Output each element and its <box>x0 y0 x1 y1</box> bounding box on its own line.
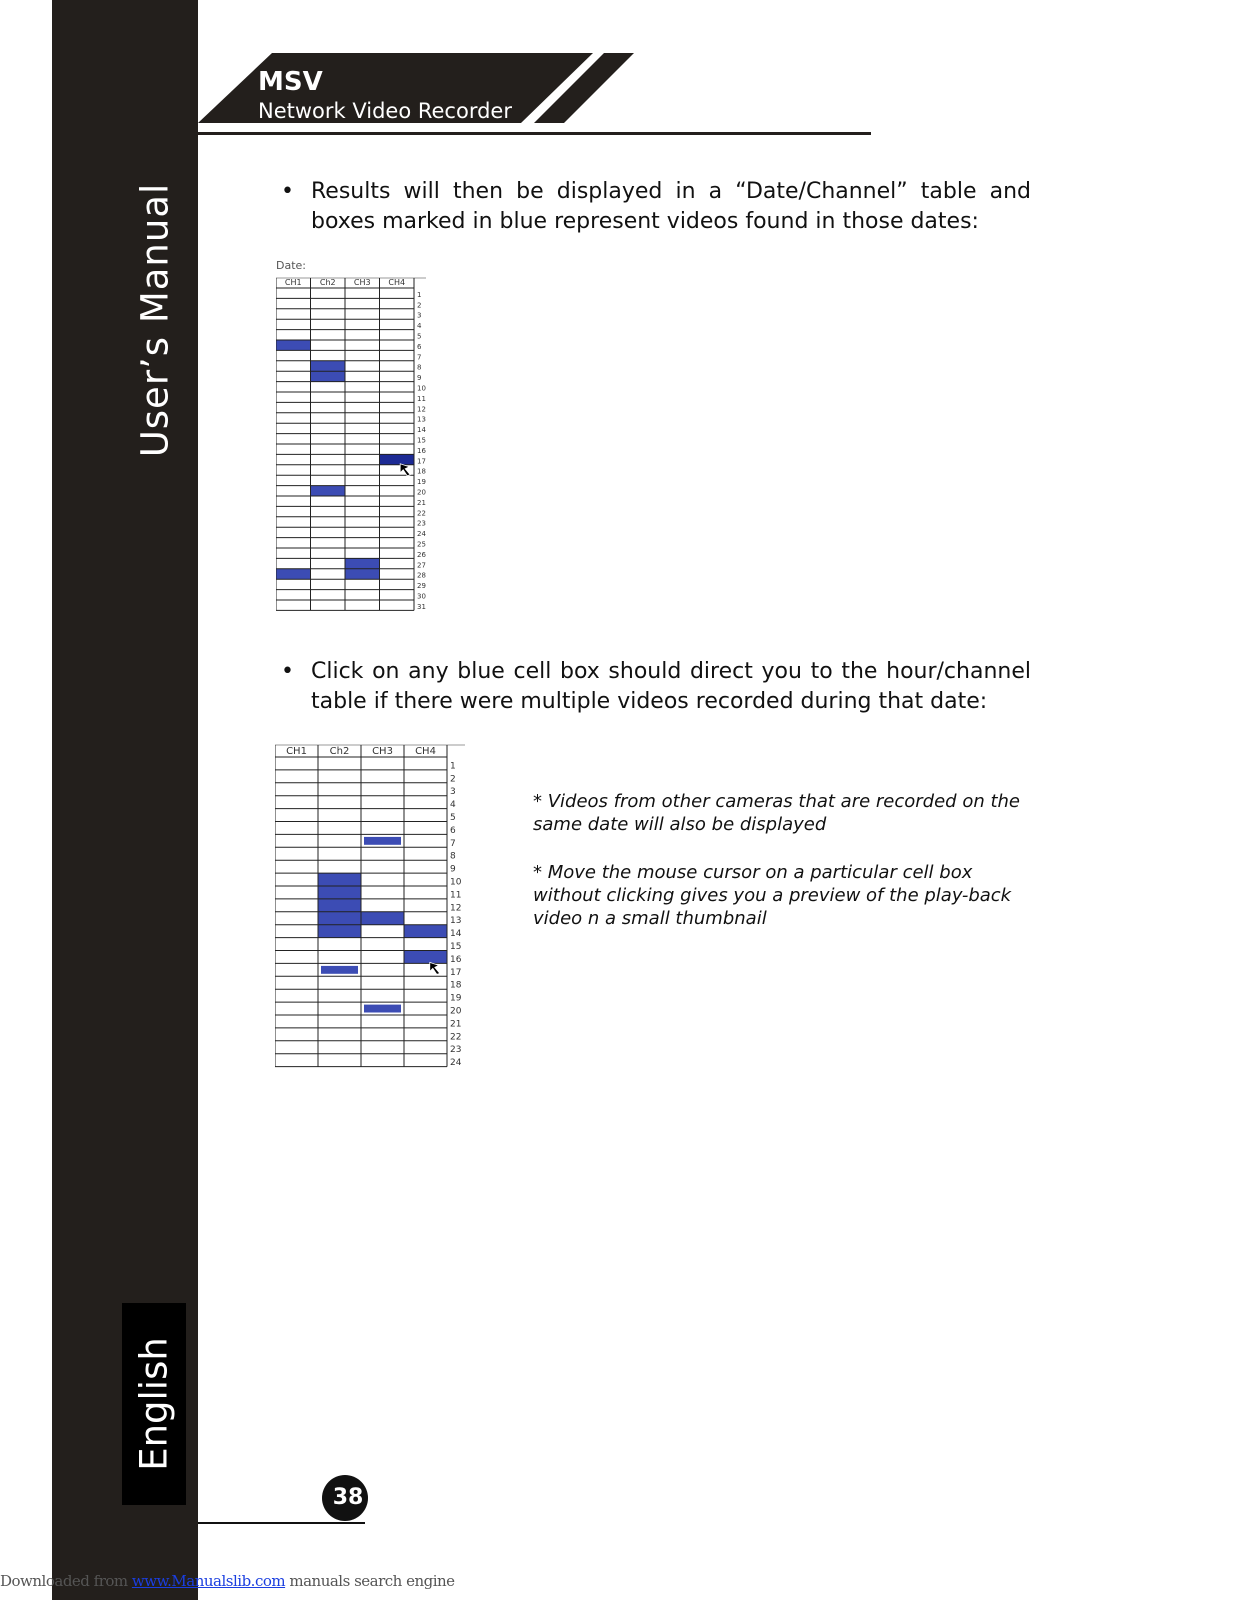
row-label: 3 <box>450 787 456 798</box>
row-label: 17 <box>417 457 426 466</box>
row-label: 20 <box>450 1006 462 1017</box>
row-label: 9 <box>417 374 422 383</box>
row-label: 19 <box>417 478 426 487</box>
recording-cell <box>311 371 346 381</box>
row-label: 24 <box>450 1058 462 1069</box>
recording-cell <box>404 925 447 938</box>
row-label: 14 <box>450 929 462 940</box>
row-label: 2 <box>450 774 456 785</box>
row-label: 6 <box>417 342 422 351</box>
row-label: 14 <box>417 426 426 435</box>
recording-cell <box>345 558 380 568</box>
note-preview-thumbnail: * Move the mouse cursor on a particular cell box without clicking gives you a preview of the play-back video n a small thumbnail <box>533 862 1012 929</box>
row-label: 13 <box>417 415 426 424</box>
row-label: 16 <box>417 446 426 455</box>
recording-cell <box>404 951 447 964</box>
recording-cell <box>364 1005 401 1013</box>
date-channel-table <box>276 260 442 625</box>
row-label: 11 <box>450 890 462 901</box>
row-label: 23 <box>450 1045 462 1056</box>
column-header: CH1 <box>286 746 307 757</box>
bullet-marker: • <box>281 179 294 204</box>
row-label: 5 <box>450 813 456 823</box>
row-label: 11 <box>417 394 426 403</box>
row-label: 22 <box>450 1032 462 1043</box>
bullet-marker: • <box>281 659 294 684</box>
bullet-text-2: Click on any blue cell box should direct you to the hour/channel table if there were multiple videos recorded during that date: <box>311 659 1031 714</box>
row-label: 6 <box>450 825 456 836</box>
row-label: 7 <box>417 353 422 362</box>
row-label: 20 <box>417 488 426 497</box>
row-label: 4 <box>450 800 456 811</box>
language-tab <box>122 1303 186 1505</box>
note-other-cameras: * Videos from other cameras that are recorded on the same date will also be displayed <box>533 791 1021 835</box>
recording-cell <box>311 361 346 371</box>
row-label: 18 <box>417 467 426 476</box>
row-label: 8 <box>450 851 456 862</box>
row-label: 12 <box>417 405 426 414</box>
row-label: 7 <box>450 838 456 849</box>
header-rule <box>198 132 871 135</box>
bullet-text-1: Results will then be displayed in a “Date/Channel” table and boxes marked in blue represent videos found in those dates: <box>311 179 1031 234</box>
column-header: CH1 <box>284 278 302 287</box>
recording-cell <box>276 569 311 579</box>
row-label: 19 <box>450 993 462 1004</box>
row-label: 25 <box>417 540 426 549</box>
footer-link[interactable]: www.Manualslib.com <box>131 1572 286 1590</box>
bottom-rule <box>198 1522 365 1524</box>
row-label: 2 <box>417 301 422 310</box>
recording-cell <box>318 886 361 899</box>
row-label: 10 <box>450 877 462 888</box>
row-label: 28 <box>417 571 426 580</box>
recording-cell <box>318 899 361 912</box>
row-label: 10 <box>417 384 426 393</box>
mouse-cursor-icon <box>430 962 440 974</box>
recording-cell <box>380 454 415 464</box>
row-label: 17 <box>450 967 462 978</box>
column-header: CH3 <box>372 746 393 757</box>
row-label: 5 <box>417 332 422 341</box>
hour-channel-table <box>275 744 475 1076</box>
recording-cell <box>345 569 380 579</box>
recording-cell <box>318 873 361 886</box>
sidebar-title-text: User’s Manual <box>133 182 177 458</box>
column-header: CH4 <box>388 278 406 287</box>
page-number: 38 <box>322 1475 368 1521</box>
row-label: 1 <box>417 290 422 299</box>
row-label: 4 <box>417 322 422 331</box>
row-label: 27 <box>417 561 426 570</box>
row-label: 18 <box>450 980 462 991</box>
row-label: 21 <box>417 498 426 507</box>
row-label: 31 <box>417 602 426 611</box>
recording-cell <box>318 925 361 938</box>
row-label: 9 <box>450 864 456 875</box>
row-label: 29 <box>417 582 426 591</box>
recording-cell <box>361 912 404 925</box>
column-header: CH3 <box>353 278 371 287</box>
column-header: CH4 <box>415 746 436 757</box>
product-name: Network Video Recorder <box>258 99 512 123</box>
recording-cell <box>321 966 358 974</box>
row-label: 16 <box>450 954 462 965</box>
recording-cell <box>364 837 401 845</box>
row-label: 12 <box>450 903 462 914</box>
column-header: Ch2 <box>319 278 336 287</box>
mouse-cursor-icon <box>400 464 410 476</box>
footer <box>0 1572 455 1590</box>
row-label: 15 <box>417 436 426 445</box>
row-label: 8 <box>417 363 422 372</box>
row-label: 15 <box>450 942 462 952</box>
column-header: Ch2 <box>329 746 350 757</box>
row-label: 21 <box>450 1019 462 1030</box>
footer-prefix: Downloaded from <box>0 1572 132 1590</box>
recording-cell <box>311 486 346 496</box>
row-label: 24 <box>417 530 426 539</box>
row-label: 1 <box>450 761 456 772</box>
footer-suffix: manuals search engine <box>285 1572 455 1590</box>
row-label: 30 <box>417 592 426 601</box>
language-label: English <box>132 1337 176 1471</box>
row-label: 13 <box>450 916 462 927</box>
row-label: 3 <box>417 311 422 320</box>
row-label: 23 <box>417 519 426 528</box>
row-label: 22 <box>417 509 426 518</box>
recording-cell <box>276 340 311 350</box>
sidebar-title <box>125 182 185 458</box>
brand-name: MSV <box>258 67 323 97</box>
recording-cell <box>318 912 361 925</box>
table-caption: Date: <box>276 260 306 272</box>
row-label: 26 <box>417 550 426 559</box>
